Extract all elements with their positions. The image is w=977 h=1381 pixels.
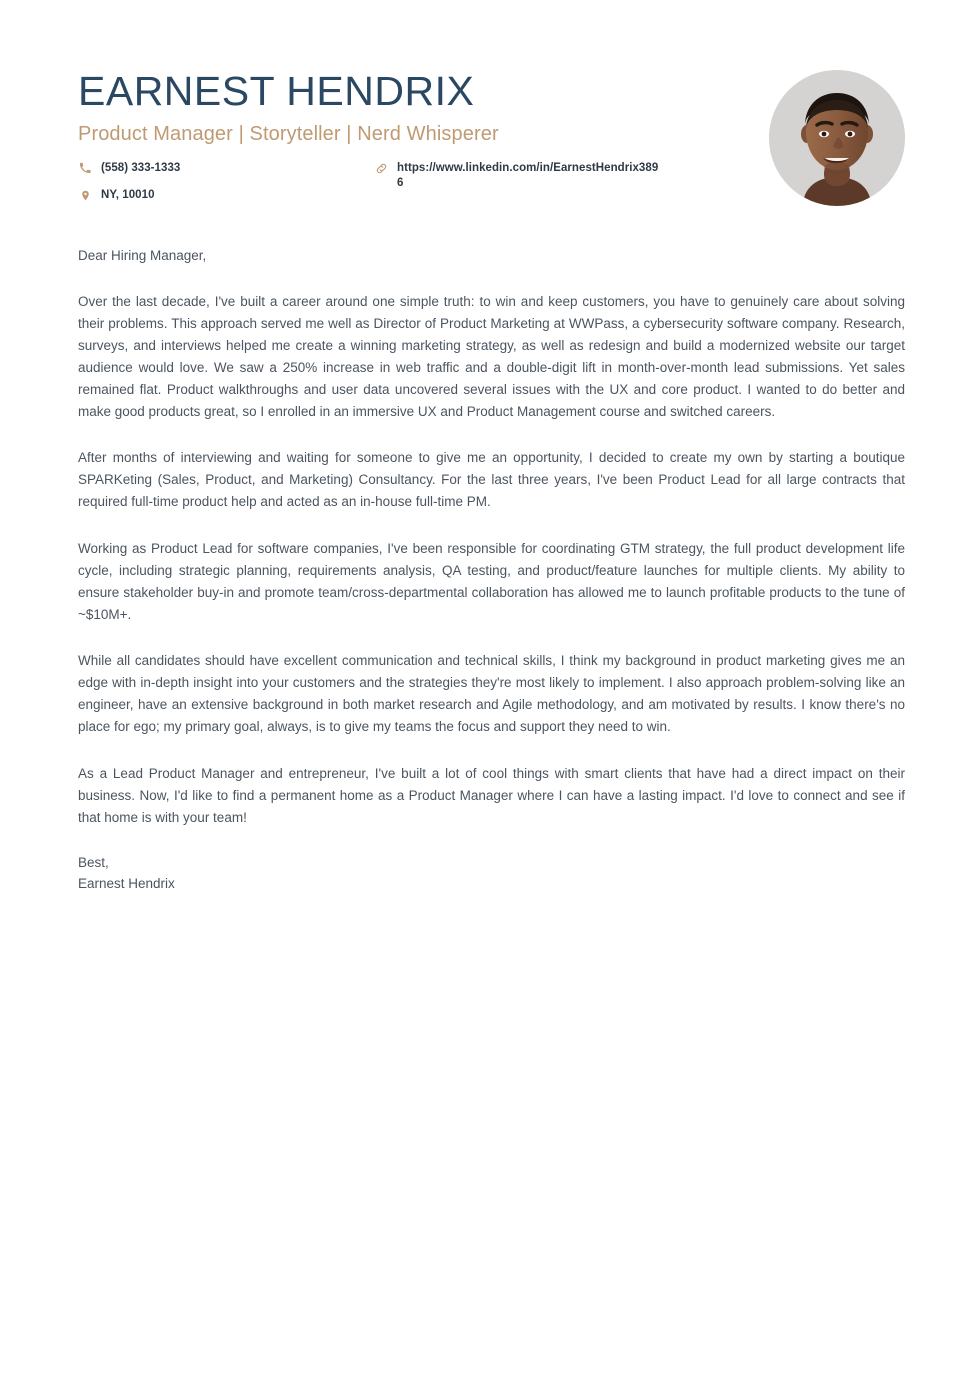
contact-value-location: NY, 10010: [101, 188, 155, 201]
phone-icon: [78, 162, 92, 177]
professional-headline: Product Manager | Storyteller | Nerd Whisperer: [78, 122, 499, 145]
location-pin-icon: [78, 189, 92, 204]
page-title: EARNEST HENDRIX: [78, 68, 475, 114]
contact-column-right: [374, 161, 745, 192]
letter-paragraph: After months of interviewing and waiting for someone to give me an opportunity, I decided to create my own by starting a boutique SPARKeting (Sales, Product, and Marketing) Consultancy. For the last three years, I've been Product Lead for all large contracts that required full-time product help and acted as an in-house full-time PM.: [78, 450, 905, 510]
contact-column-left: [78, 161, 374, 204]
contact-value-linkedin: https://www.linkedin.com/in/EarnestHendrix3896: [397, 161, 659, 190]
salutation: Dear Hiring Manager,: [78, 248, 207, 263]
letter-body: [0, 246, 977, 894]
avatar: [769, 70, 905, 206]
contact-details: [78, 161, 745, 204]
contact-value-phone: (558) 333-1333: [101, 161, 181, 174]
link-icon: [374, 162, 388, 177]
header-identity-block: [78, 62, 745, 204]
letter-paragraph: While all candidates should have excellent communication and technical skills, I think my background in product marketing gives me an edge with in-depth insight into your customers and the strategies they're most likely to implement. I also approach problem-solving like an engineer, have an extensive background in both market research and Agile methodology, and am motivated by results. I know there's no place for ego; my primary goal, always, is to give my teams the focus and support they need to win.: [78, 653, 905, 734]
signoff-block: [78, 853, 905, 894]
letter-paragraph: As a Lead Product Manager and entrepreneur, I've built a lot of cool things with smart clients that have had a direct impact on their business. Now, I'd like to find a permanent home as a Product Manager where I can have a lasting impact. I'd love to connect and see if that home is with your team!: [78, 765, 905, 825]
signature-name: Earnest Hendrix: [78, 875, 175, 891]
contact-item-phone[interactable]: [78, 161, 374, 177]
letter-paragraph: Working as Product Lead for software companies, I've been responsible for coordinating GTM strategy, the full product development life cycle, including strategic planning, requirements analysis, QA testing, and product/feature launches for multiple clients. My ability to ensure stakeholder buy-in and promote team/cross-departmental collaboration has allowed me to launch profitable products to the tune of ~$10M+.: [78, 540, 905, 622]
contact-item-linkedin[interactable]: [374, 161, 745, 192]
document-header: [0, 0, 977, 206]
profile-photo-graphic: [769, 70, 905, 206]
contact-item-location[interactable]: [78, 188, 374, 204]
letter-paragraph: Over the last decade, I've built a career around one simple truth: to win and keep customers, you have to genuinely care about solving their problems. This approach served me well as Director of Product Marketing at WWPass, a cybersecurity software company. Research, surveys, and interviews helped me create a winning marketing strategy, as well as redesign and build a modernized website our target audience would love. We saw a 250% increase in web traffic and a double-digit lift in month-over-month lead submissions. Yet sales remained flat. Product walkthroughs and user data uncovered several issues with the UX and core product. I wanted to do better and make good products great, so I enrolled in an immersive UX and Product Management course and switched careers.: [78, 294, 905, 419]
profile-photo: [769, 70, 905, 206]
closing-text: Best,: [78, 855, 109, 871]
